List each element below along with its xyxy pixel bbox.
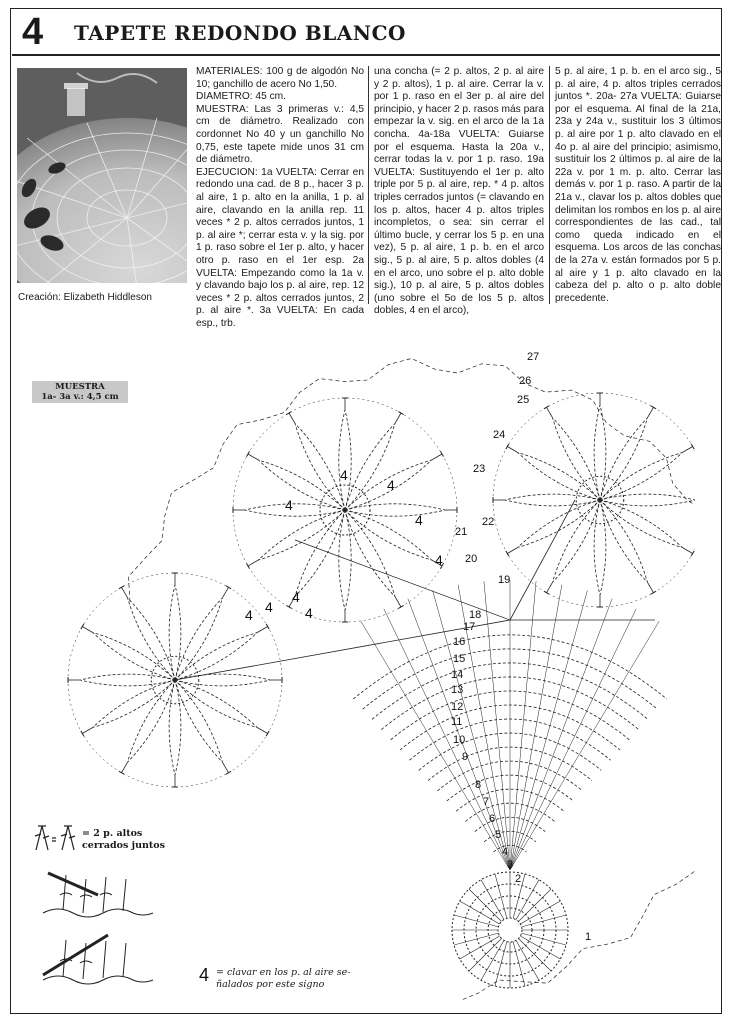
double-stitch-label — [82, 828, 165, 852]
clavar-symbol-icon — [198, 965, 214, 985]
round-number-label: 15 — [453, 653, 466, 665]
clavar-symbol: 4 — [199, 965, 210, 985]
repeat-mark-label: 4 — [285, 497, 293, 513]
round-number-label: 18 — [469, 609, 482, 621]
execution-text: EJECUCION: 1a VUELTA: Cerrar en redondo una cad. de 8 p., hacer 3 p. al aire, 1 p. alto en la anilla, 1 p. al aire, clavando en la anilla rep. 11 veces * 2 p. altos cerrados juntos, 1 p. al aire *; cerrar esta v. y la sig. por 1 p. raso sobre el 1er p. alto, y hacer otro p. raso en el 1er esp. 2a VUELTA: Empezando como la 1a v. y clavando bajo los p. al aire, rep. 12 veces * 2 p. altos cerrados juntos, 2 p. al aire *. 3a VUELTA: En cada esp., trb. — [196, 166, 364, 329]
round-number-label: 10 — [453, 734, 466, 746]
column-divider — [368, 66, 369, 304]
round-number-label: 5 — [495, 829, 502, 841]
repeat-mark-label: 4 — [415, 512, 423, 528]
round-number-label: 6 — [489, 813, 496, 825]
repeat-mark-label: 4 — [435, 552, 443, 568]
clavar-label-line1: = clavar en los p. al aire se- — [216, 967, 351, 978]
legend-double-stitch — [32, 822, 192, 862]
round-number-label: 4 — [502, 846, 509, 858]
instructions-text-2: una concha (= 2 p. altos, 2 p. al aire y 2 p. altos), 1 p. al aire. Cerrar la v. por 1 p. raso en el 3er p. al aire del principio, y hacer 2 p. rasos más para empezar la v. sig. en el arco de la 1a concha. 4a-18a VUELTA: Guiarse por el esquema. Hasta la 20a v., cerrar todas la v. por 1 p. raso. 19a VUELTA: Sustituyendo el 1er p. alto triple por 5 p. al aire, rep. * 4 p. altos triples cerrados juntos (= clavando en los p. altos, hacer 4 p. altos triples incompletos, o sea: sin cerrar el último bucle, y cerrar los 5 p. en una vez), 5 p. al aire, 1 p. b. en el arco sig., 5 p. al aire, 5 p. altos dobles (4 en el arco, uno sobre el p. alto doble sig.), 10 p. al aire, 5 p. altos dobles (uno sobre el 5o de los 5 p. altos dobles, 4 en el arco), — [374, 66, 544, 317]
legend-clavar — [198, 965, 398, 995]
doily-photo — [17, 68, 187, 283]
repeat-mark-label: 4 — [305, 605, 313, 621]
repeat-mark-label: 4 — [265, 599, 273, 615]
sample-text: MUESTRA: Las 3 primeras v.: 4,5 cm de diámetro. Realizado con cordonnet No 40 y un ganchillo No 0,75, este tapete mide unos 31 cm de diámetro. — [196, 103, 364, 166]
sample-label-size: 1a- 3a v.: 4,5 cm — [41, 392, 119, 402]
round-number-label: 8 — [475, 779, 482, 791]
page-title: TAPETE REDONDO BLANCO — [74, 21, 406, 45]
round-number-label: 1 — [585, 931, 592, 943]
repeat-mark-label: 4 — [292, 589, 300, 605]
diameter-text: DIAMETRO: 45 cm. — [196, 91, 287, 103]
round-number-label: 2 — [515, 873, 522, 885]
round-number-label: 16 — [453, 636, 466, 648]
round-number-label: 17 — [463, 621, 476, 633]
materials-text: MATERIALES: 100 g de algodón No 10; ganchillo de acero No 1,50. — [196, 66, 364, 90]
round-number-label: 9 — [462, 751, 469, 763]
instructions-text-3: 5 p. al aire, 1 p. b. en el arco sig., 5 p. al aire, 4 p. altos triples cerrados juntos *. 20a- 27a VUELTA: Guiarse por el esquema. Al final de la 21a, 23a y 24a v., sustituir los 3 últimos p. al aire por 1 p. alto clavado en el 4o p. al aire del principio; asimismo, sustituir los 2 últimos p. al aire de la 22a v. por 1 m. p. alto. Cerrar las demás v. por 1 p. raso. A partir de la 21a v., clavar los p. altos dobles que delimitan los rombos en los p. al aire correspondientes de las cad., tal como queda indicado en el esquema. Los arcos de las conchas de la 27a v. están formados por 5 p. al aire y 1 p. alto clavado en la cabeza del p. alto o p. alto doble precedente. — [555, 66, 721, 304]
instructions-column-3 — [555, 66, 721, 305]
column-divider — [549, 66, 550, 304]
repeat-mark-label: 4 — [340, 467, 348, 483]
round-number-label: 11 — [451, 716, 463, 728]
round-number-label: 12 — [451, 701, 464, 713]
double-stitch-label-line2: cerrados juntos — [82, 840, 165, 851]
repeat-mark-label: 4 — [245, 607, 253, 623]
photo-credit: Creación: Elizabeth Hiddleson — [18, 292, 152, 303]
round-number-label: 19 — [498, 574, 511, 586]
round-number-label: 23 — [473, 463, 486, 475]
round-number-label: 26 — [519, 375, 532, 387]
round-number-label: 27 — [527, 351, 540, 363]
sample-label-title: MUESTRA — [55, 382, 105, 392]
instructions-column-2 — [374, 66, 544, 318]
round-number-label: 25 — [517, 394, 530, 406]
pattern-number: 4 — [22, 11, 44, 53]
repeat-mark-label: 4 — [387, 477, 395, 493]
round-number-label: 24 — [493, 429, 506, 441]
double-stitch-symbol-icon — [32, 822, 78, 858]
round-number-label: 20 — [465, 553, 478, 565]
round-number-label: 22 — [482, 516, 495, 528]
round-number-label: 21 — [455, 526, 468, 538]
clavar-label — [216, 967, 350, 991]
clavar-label-line2: ñalados por este signo — [216, 979, 325, 990]
double-stitch-label-line1: = 2 p. altos — [82, 828, 143, 839]
round-number-label: 14 — [451, 669, 464, 681]
round-number-label: 3 — [507, 859, 514, 871]
round-number-label: 7 — [483, 796, 490, 808]
instructions-column-1 — [196, 66, 364, 330]
title-bar — [12, 10, 720, 56]
stitch-illustration — [38, 865, 158, 995]
round-number-label: 13 — [451, 684, 464, 696]
